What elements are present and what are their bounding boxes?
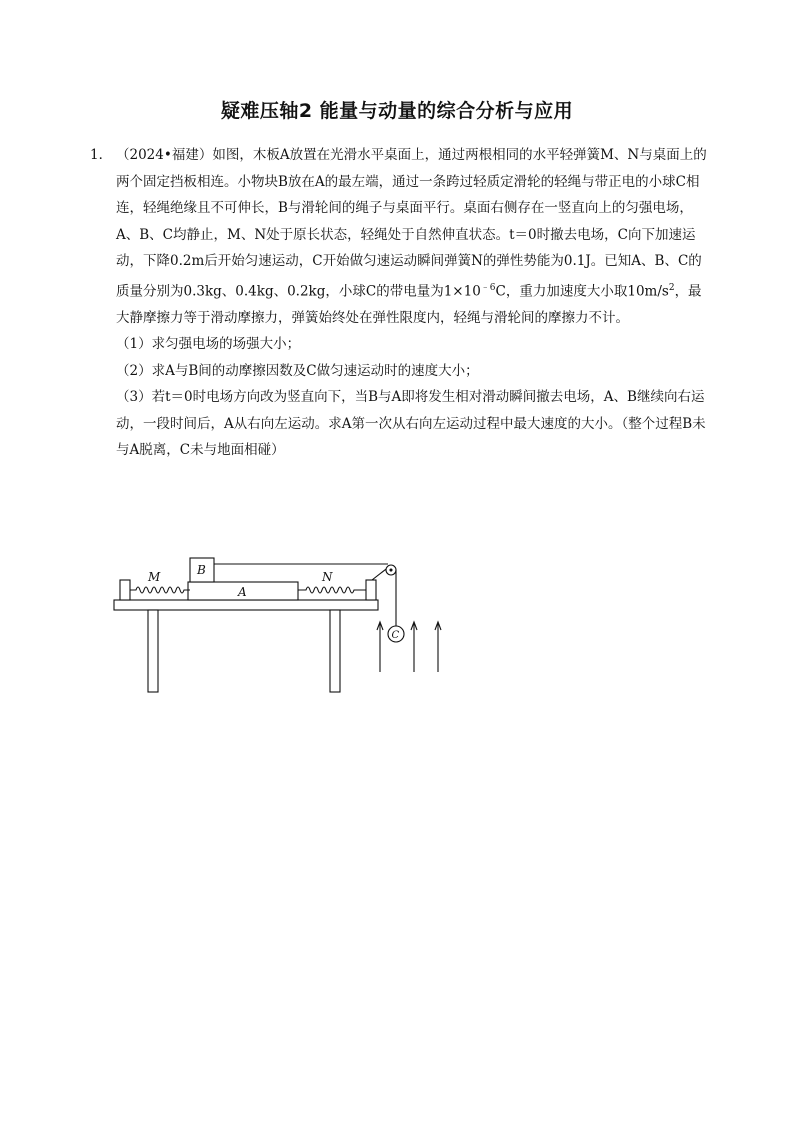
label-m: M	[148, 570, 161, 584]
table-top	[114, 600, 378, 610]
spring-m	[130, 587, 190, 593]
label-a: A	[238, 585, 247, 599]
spring-n	[298, 587, 366, 593]
label-n: N	[322, 570, 333, 584]
question-number: 1．	[90, 147, 113, 163]
problem-stem	[90, 142, 710, 331]
table-leg-right	[330, 610, 340, 692]
pulley-axle	[390, 569, 392, 571]
sub-question-3-text: （3）若t＝0时电场方向改为竖直向下，当B与A即将发生相对滑动瞬间撤去电场，A、B继续向右运动，一段时间后，A从右向左运动。求A第一次从右向左运动过程中最大速度的大小。（整个过程B未与A脱离，C未与地面相碰）	[116, 389, 706, 458]
table-leg-left	[148, 610, 158, 692]
charge-exponent: ﹣6	[480, 282, 496, 293]
stem-tail: ，最大静摩擦力等于滑动摩擦力，弹簧始终处在弹性限度内，轻绳与滑轮间的摩擦力不计。	[116, 283, 702, 326]
sub-question-3	[90, 384, 710, 464]
accel-exponent: 2	[668, 282, 675, 293]
physics-diagram	[108, 552, 448, 697]
stem-text: （2024•福建）如图，木板A放置在光滑水平桌面上，通过两根相同的水平轻弹簧M、N与桌面上的两个固定挡板相连。小物块B放在A的最左端，通过一条跨过轻质定滑轮的轻绳与带正电的小球C相连，轻绳绝缘且不可伸长，B与滑轮间的绳子与桌面平行。桌面右侧存在一竖直向上的匀强电场，A、B、C均静止，M、N处于原长状态，轻绳处于自然伸直状态。t＝0时撤去电场，C向下加速运动，下降0.2m后开始匀速运动，C开始做匀速运动瞬间弹簧N的弹性势能为0.1J。已知A、B、C的质量分别为0.3kg、0.4kg、0.2kg，小球C的带电量为1×10	[116, 147, 707, 299]
sub-question-1: （1）求匀强电场的场强大小；	[116, 336, 301, 352]
label-c: C	[391, 630, 400, 641]
right-fixed-block	[366, 580, 376, 600]
problem-block	[90, 142, 710, 464]
sub-question-2: （2）求A与B间的动摩擦因数及C做匀速运动时的速度大小；	[116, 362, 479, 379]
label-b: B	[197, 563, 206, 577]
page-title: 疑难压轴2 能量与动量的综合分析与应用	[220, 100, 574, 122]
left-fixed-block	[120, 580, 130, 600]
stem-text-after-charge: C，重力加速度大小取10m/s	[495, 283, 669, 299]
